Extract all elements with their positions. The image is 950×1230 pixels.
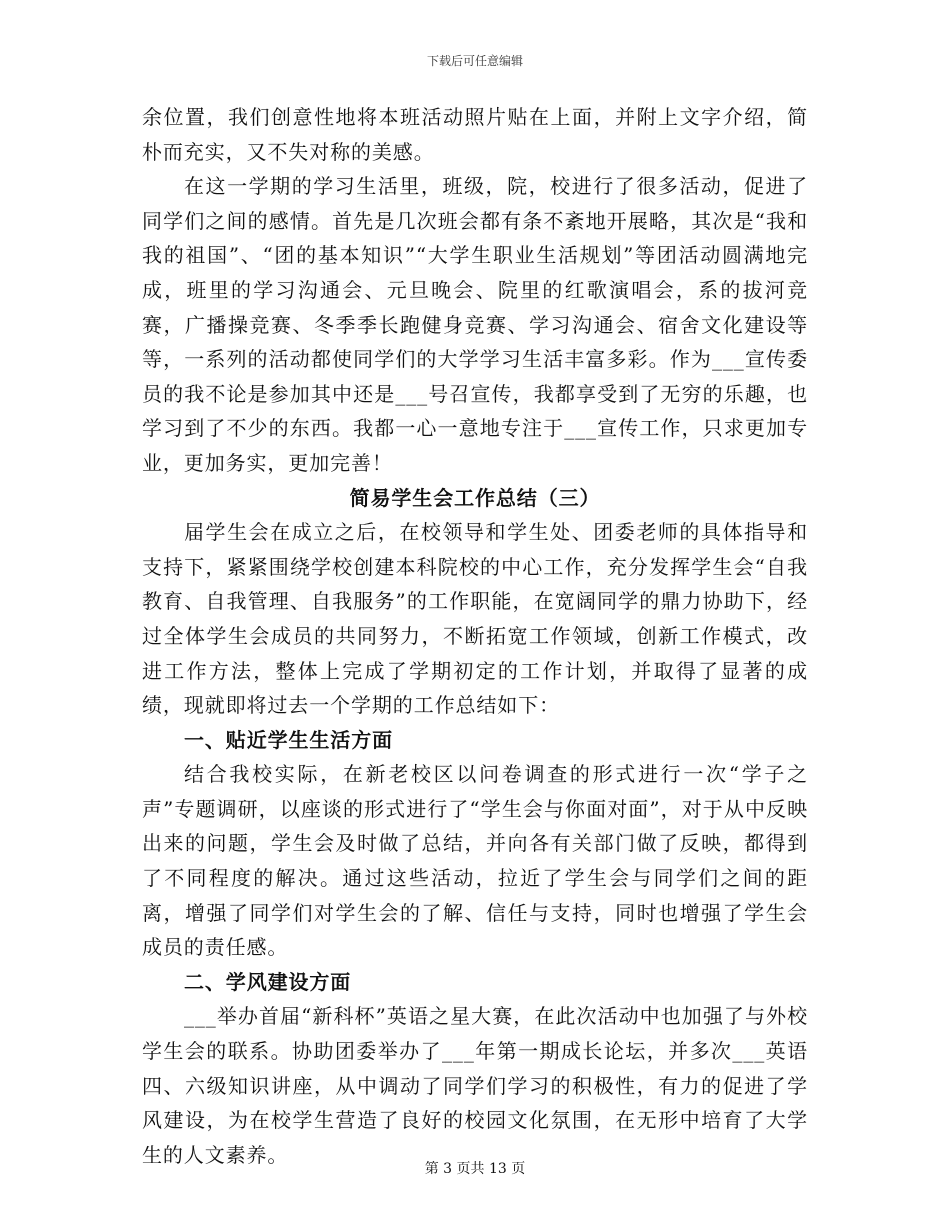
paragraph: ___举办首届“新科杯”英语之星大赛，在此次活动中也加强了与外校学生会的联系。协助团委举办了___年第一期成长论坛，并多次___英语四、六级知识讲座，从中调动了同学们学习的积极性，有力的促进了学风建设，为在校学生营造了良好的校园文化氛围，在无形中培育了大学生的人文素养。 [142, 1004, 808, 1167]
page-header-note: 下载后可任意编辑 [426, 54, 523, 68]
document-body [142, 100, 808, 1172]
paragraph: 余位置，我们创意性地将本班活动照片贴在上面，并附上文字介绍，简朴而充实，又不失对称的美感。 [142, 105, 808, 164]
paragraph: 结合我校实际，在新老校区以问卷调查的形式进行一次“学子之声”专题调研，以座谈的形式进行了“学生会与你面对面”，对于从中反映出来的问题，学生会及时做了总结，并向各有关部门做了反映，都得到了不同程度的解决。通过这些活动，拉近了学生会与同学们之间的距离，增强了同学们对学生会的了解、信任与支持，同时也增强了学生会成员的责任感。 [142, 762, 808, 960]
page-number-footer: 第 3 页共 13 页 [424, 1161, 526, 1177]
section-heading: 一、贴近学生生活方面 [184, 727, 393, 752]
paragraph: 在这一学期的学习生活里，班级，院，校进行了很多活动，促进了同学们之间的感情。首先是几次班会都有条不紊地开展略，其次是“我和我的祖国”、“团的基本知识”“大学生职业生活规划”等团活动圆满地完成，班里的学习沟通会、元旦晚会、院里的红歌演唱会，系的拔河竞赛，广播操竞赛、冬季季长跑健身竞赛、学习沟通会、宿舍文化建设等等，一系列的活动都使同学们的大学学习生活丰富多彩。作为___宣传委员的我不论是参加其中还是___号召宣传，我都享受到了无穷的乐趣，也学习到了不少的东西。我都一心一意地专注于___宣传工作，只求更加专业，更加务实，更加完善！ [142, 174, 808, 475]
paragraph: 届学生会在成立之后，在校领导和学生处、团委老师的具体指导和支持下，紧紧围绕学校创建本科院校的中心工作，充分发挥学生会“自我教育、自我管理、自我服务”的工作职能，在宽阔同学的鼎力协助下，经过全体学生会成员的共同努力，不断拓宽工作领域，创新工作模式，改进工作方法，整体上完成了学期初定的工作计划，并取得了显著的成绩，现就即将过去一个学期的工作总结如下： [142, 520, 808, 718]
section-title: 简易学生会工作总结（三） [349, 485, 601, 510]
section-heading: 二、学风建设方面 [184, 969, 352, 994]
